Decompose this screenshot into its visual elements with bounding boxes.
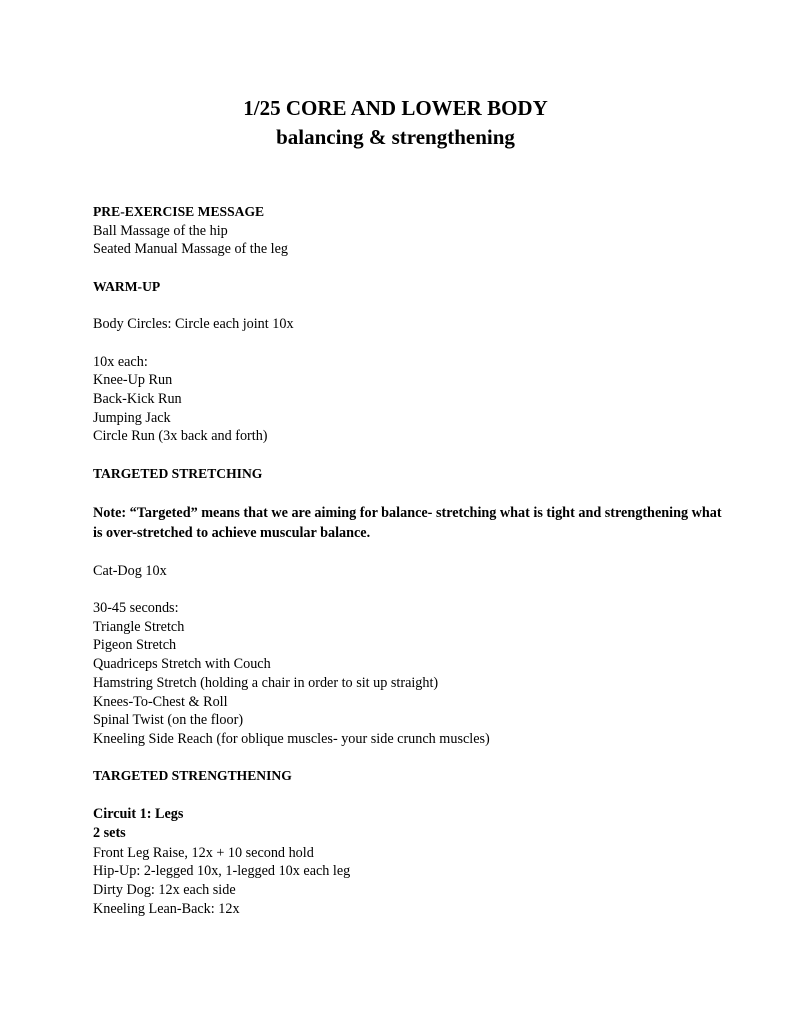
repetition-label: 10x each: — [93, 353, 148, 370]
list-item: Kneeling Side Reach (for oblique muscles- your side crunch muscles) — [93, 730, 490, 747]
list-item: Ball Massage of the hip — [93, 222, 228, 239]
list-item: Kneeling Lean-Back: 12x — [93, 900, 240, 917]
list-item: Hip-Up: 2-legged 10x, 1-legged 10x each leg — [93, 863, 351, 880]
list-item: Triangle Stretch — [93, 618, 185, 635]
list-item: Front Leg Raise, 12x + 10 second hold — [93, 844, 314, 861]
circuit-title: Circuit 1: Legs — [93, 805, 184, 822]
list-item: Seated Manual Massage of the leg — [93, 241, 289, 258]
section-heading-targeted-stretching: TARGETED STRETCHING — [93, 465, 263, 481]
list-item: Knees-To-Chest & Roll — [93, 693, 228, 710]
list-item: Pigeon Stretch — [93, 637, 177, 654]
sets-label: 2 sets — [93, 825, 126, 842]
section-heading-warm-up: WARM-UP — [93, 278, 161, 294]
duration-label: 30-45 seconds: — [93, 600, 179, 617]
section-heading-targeted-strengthening: TARGETED STRENGTHENING — [93, 768, 292, 784]
list-item: Back-Kick Run — [93, 390, 182, 407]
list-item: Knee-Up Run — [93, 372, 173, 389]
list-item: Jumping Jack — [93, 409, 171, 426]
list-item: Spinal Twist (on the floor) — [93, 712, 244, 729]
body-circles-text: Body Circles: Circle each joint 10x — [93, 316, 294, 333]
cat-dog-text: Cat-Dog 10x — [93, 562, 167, 579]
section-heading-pre-exercise: PRE-EXERCISE MESSAGE — [93, 204, 265, 219]
page-title: 1/25 CORE AND LOWER BODY — [243, 96, 548, 120]
list-item: Dirty Dog: 12x each side — [93, 882, 236, 898]
list-item: Quadriceps Stretch with Couch — [93, 656, 271, 673]
page-subtitle: balancing & strengthening — [276, 125, 515, 149]
document-body — [93, 203, 733, 918]
list-item: Hamstring Stretch (holding a chair in order to sit up straight) — [93, 674, 439, 691]
title-block — [0, 94, 791, 151]
list-item: Circle Run (3x back and forth) — [93, 428, 268, 445]
note-text: Note: “Targeted” means that we are aiming for balance- stretching what is tight and strengthening what is over-stretched to achieve muscular balance. — [93, 505, 722, 541]
